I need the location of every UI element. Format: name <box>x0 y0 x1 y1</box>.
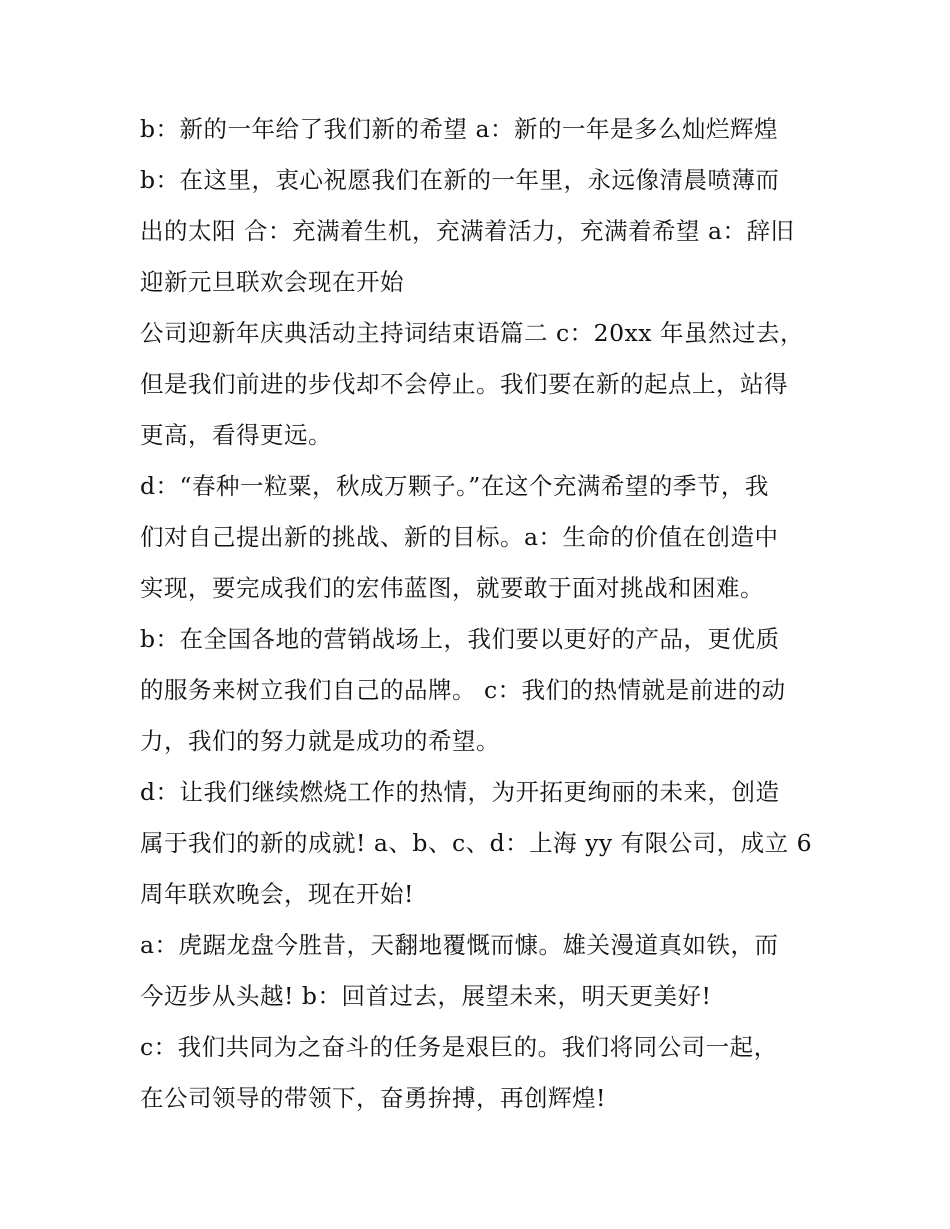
document-body <box>140 104 820 1124</box>
text-line: d：“春种一粒粟，秋成万颗子。”在这个充满希望的季节，我 <box>140 472 769 500</box>
text-line: b：新的一年给了我们新的希望 a：新的一年是多么灿烂辉煌 <box>140 115 779 143</box>
text-line: 们对自己提出新的挑战、新的目标。a：生命的价值在创造中 <box>140 523 779 551</box>
text-line: a：虎踞龙盘今胜昔，天翻地覆慨而慷。雄关漫道真如铁，而 <box>140 931 779 959</box>
text-line: b：在这里，衷心祝愿我们在新的一年里，永远像清晨喷薄而 <box>140 166 780 194</box>
text-line: 的服务来树立我们自己的品牌。 c：我们的热情就是前进的动 <box>140 676 786 704</box>
text-line: c：我们共同为之奋斗的任务是艰巨的。我们将同公司一起， <box>140 1033 778 1061</box>
text-line: 公司迎新年庆典活动主持词结束语篇二 c：20xx 年虽然过去， <box>140 319 805 347</box>
text-line: d：让我们继续燃烧工作的热情，为开拓更绚丽的未来，创造 <box>140 778 780 806</box>
text-line: 但是我们前进的步伐却不会停止。我们要在新的起点上，站得 <box>140 370 788 398</box>
text-line: 周年联欢晚会，现在开始! <box>140 880 414 908</box>
text-line: 实现，要完成我们的宏伟蓝图，就要敢于面对挑战和困难。 <box>140 574 764 602</box>
text-line: 迎新元旦联欢会现在开始 <box>140 268 404 296</box>
text-line: b：在全国各地的营销战场上，我们要以更好的产品，更优质 <box>140 625 780 653</box>
text-line: 更高，看得更远。 <box>140 421 332 449</box>
text-line: 今迈步从头越! b：回首过去，展望未来，明天更美好! <box>140 982 712 1010</box>
text-line: 在公司领导的带领下，奋勇拚搏，再创辉煌! <box>140 1084 606 1112</box>
text-line: 属于我们的新的成就! a、b、c、d：上海 yy 有限公司，成立 6 <box>140 829 813 857</box>
text-line: 出的太阳 合：充满着生机，充满着活力，充满着希望 a：辞旧 <box>140 217 795 245</box>
text-line: 力，我们的努力就是成功的希望。 <box>140 727 500 755</box>
